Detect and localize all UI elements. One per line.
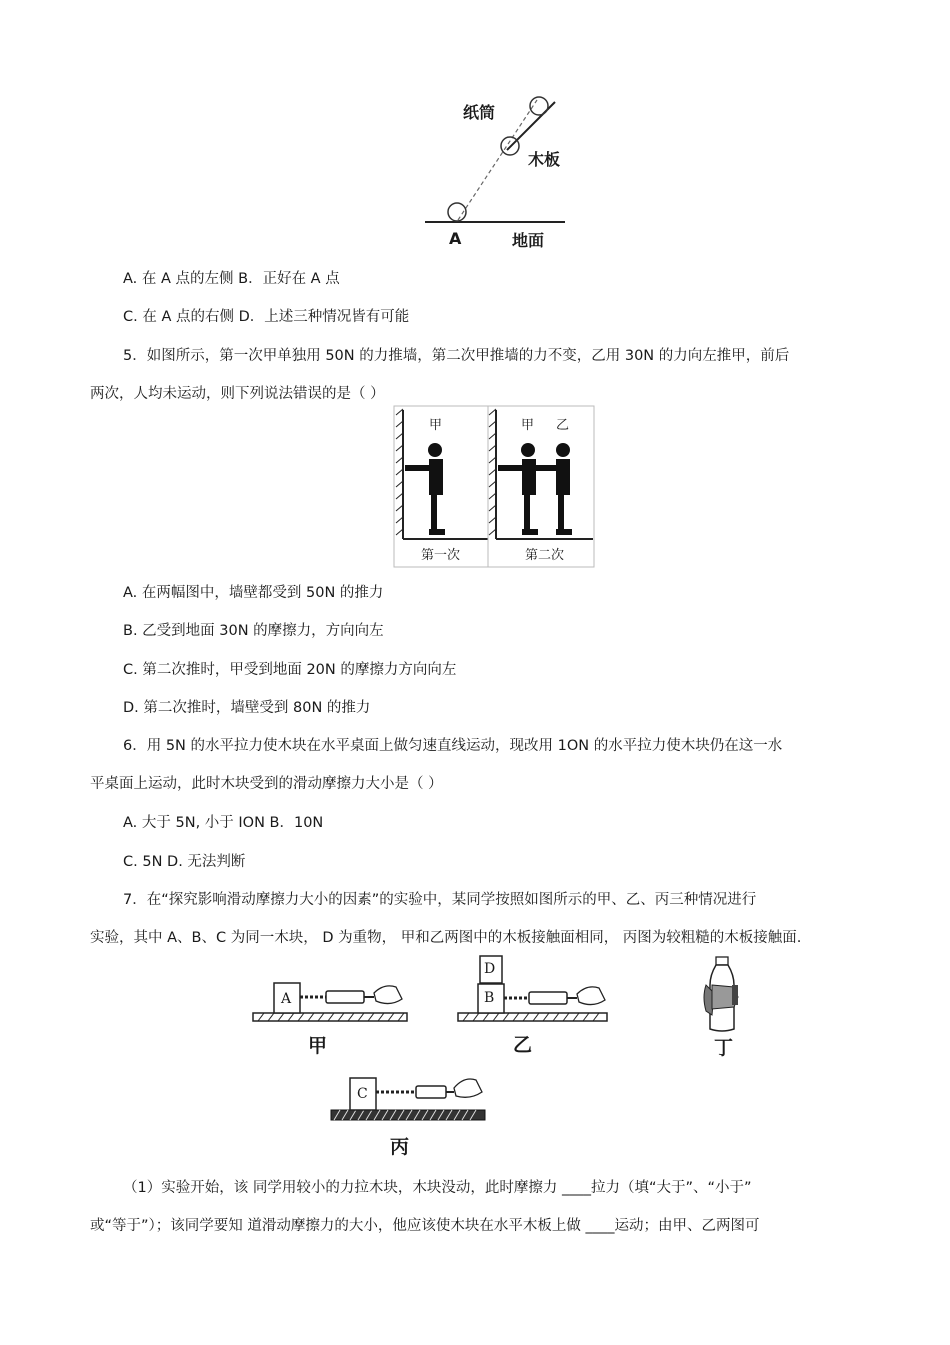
label-yi: 乙 xyxy=(513,1034,533,1056)
q6-option-line-2: C. 5N D. 无法判断 xyxy=(123,854,246,870)
label-board: 木板 xyxy=(528,150,561,169)
q4-option-line-2: C. 在 A 点的右侧 D．上述三种情况皆有可能 xyxy=(123,309,410,325)
q5-stem-line-1: 5．如图所示，第一次甲单独用 50N 的力推墙，第二次甲推墙的力不变，乙用 30N 的力向左推甲，前后 xyxy=(123,348,790,364)
q4-option-line-1: A. 在 A 点的左侧 B．正好在 A 点 xyxy=(123,271,340,287)
label-point-a: A xyxy=(449,229,462,248)
label-bing: 丙 xyxy=(390,1136,410,1158)
friction-figure-jia xyxy=(250,975,410,1060)
label-jia-second: 甲 xyxy=(521,418,535,433)
caption-first: 第一次 xyxy=(421,548,461,563)
block-b: B xyxy=(484,990,495,1006)
label-ding: 丁 xyxy=(714,1037,734,1059)
label-jia: 甲 xyxy=(308,1035,328,1057)
label-tube: 纸筒 xyxy=(463,103,496,122)
q5-option-b: B. 乙受到地面 30N 的摩擦力，方向向左 xyxy=(123,623,384,639)
ramp-figure xyxy=(415,90,575,255)
caption-second: 第二次 xyxy=(525,548,565,563)
q5-option-c: C. 第二次推时，甲受到地面 20N 的摩擦力方向向左 xyxy=(123,662,457,678)
q5-stem-line-2: 两次，人均未运动，则下列说法错误的是（ ） xyxy=(90,386,385,402)
q7-sub1-line-1: （1）实验开始，该 同学用较小的力拉木块，木块没动，此时摩擦力 ____拉力（填“大于”、“小于” xyxy=(123,1180,752,1196)
label-jia-first: 甲 xyxy=(429,418,443,433)
label-ground: 地面 xyxy=(512,231,545,250)
q6-stem-line-1: 6．用 5N 的水平拉力使木块在水平桌面上做匀速直线运动，现改用 1ON 的水平拉力使木块仍在这一水 xyxy=(123,738,783,754)
friction-figure-bing xyxy=(328,1070,488,1165)
bottle-figure-ding xyxy=(698,955,758,1070)
q5-option-d: D. 第二次推时，墙壁受到 80N 的推力 xyxy=(123,700,371,716)
friction-figure-yi xyxy=(455,950,610,1060)
q7-sub1-line-2: 或“等于”）；该同学要知 道滑动摩擦力的大小，他应该使木块在水平木板上做 ____运动；由甲、乙两图可 xyxy=(90,1218,760,1234)
block-c: C xyxy=(357,1086,368,1102)
label-yi-second: 乙 xyxy=(556,418,570,433)
q6-stem-line-2: 平桌面上运动，此时木块受到的滑动摩擦力大小是（ ） xyxy=(90,776,443,792)
q7-stem-line-1: 7．在“探究影响滑动摩擦力大小的因素”的实验中，某同学按照如图所示的甲、乙、丙三种情况进行 xyxy=(123,892,757,908)
push-wall-figure xyxy=(393,405,595,568)
q7-stem-line-2: 实验，其中 A、B、C 为同一木块， D 为重物， 甲和乙两图中的木板接触面相同， 丙图为较粗糙的木板接触面. xyxy=(90,930,802,946)
block-d: D xyxy=(484,961,496,977)
q6-option-line-1: A. 大于 5N, 小于 ION B．10N xyxy=(123,815,324,831)
block-a: A xyxy=(281,991,292,1007)
q5-option-a: A. 在两幅图中，墙壁都受到 50N 的推力 xyxy=(123,585,384,601)
